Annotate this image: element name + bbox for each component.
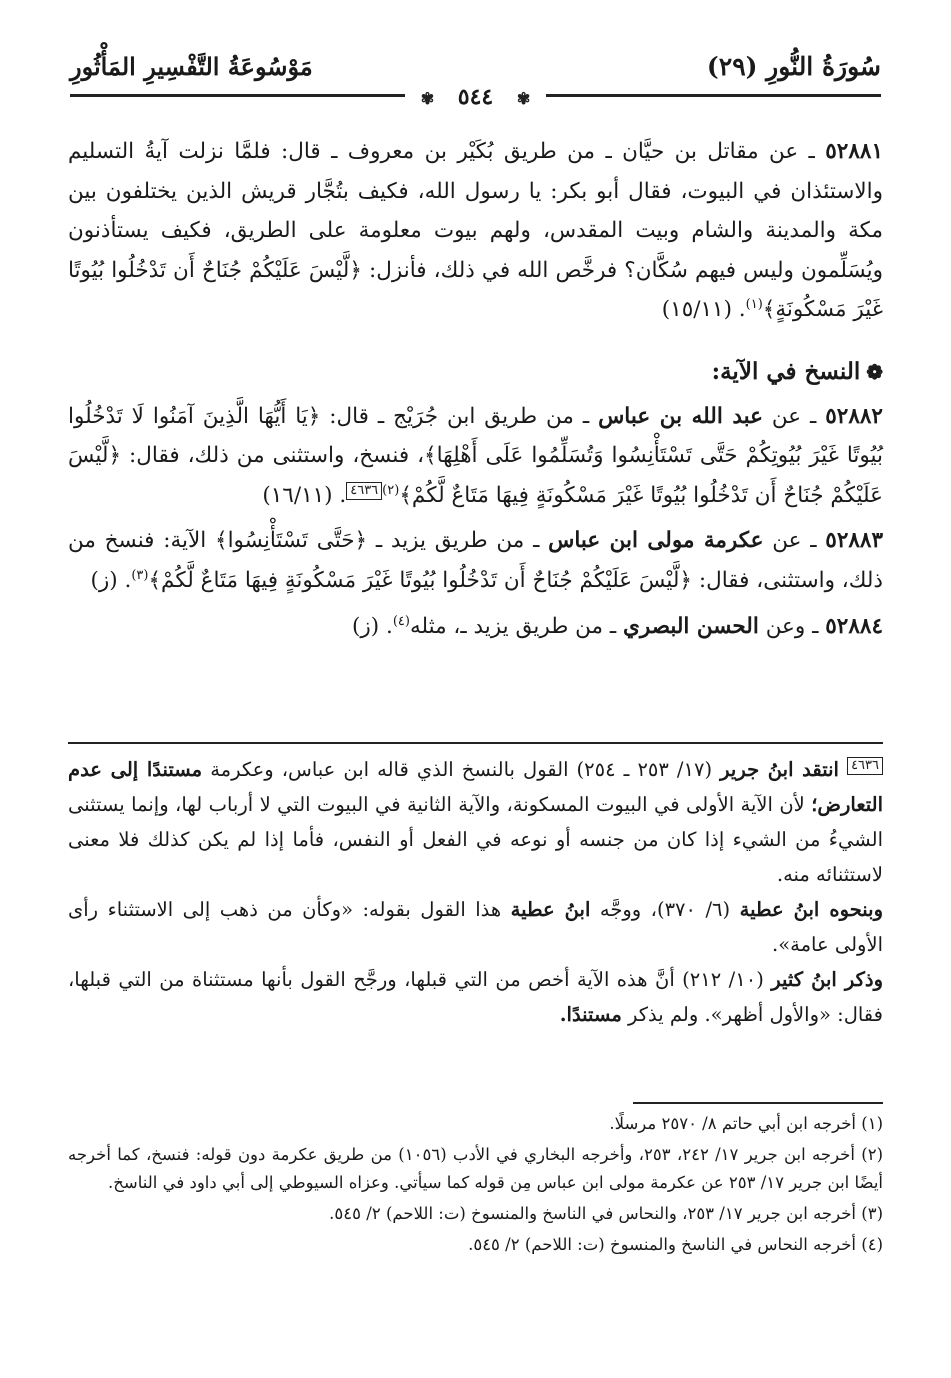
narration-number: ٥٢٨٨٢ <box>825 403 883 429</box>
commentary-text: هذا القول بقوله: «وكأن من ذهب إلى الاستثناء رأى الأولى عامة». <box>68 898 883 956</box>
page-number-text: ٥٤٤ <box>450 84 501 110</box>
section-title: النسخ في الآية: <box>711 357 861 385</box>
footnotes <box>68 1110 883 1259</box>
ornament-icon: ✾ <box>413 89 442 108</box>
volume-ref: . (١٥/١١) <box>661 297 746 323</box>
footnote-ref[interactable]: (٤) <box>392 613 410 629</box>
quran-verse: ﴿حَتَّى تَسْتَأْنِسُوا﴾ <box>214 528 368 554</box>
commentary-block <box>68 752 883 1032</box>
commentary-divider <box>68 742 883 744</box>
narration-text: الآية: فنسخ من ذلك، واستثنى، فقال: <box>68 528 883 593</box>
commentary-text: (١٧/ ٢٥٣ ـ ٢٥٤) القول بالنسخ الذي قاله ابن عباس، وعكرمة <box>210 758 713 781</box>
volume-ref: . (ز) <box>90 567 132 593</box>
narration-text: ـ من طريق يزيد ـ <box>375 528 540 554</box>
narration-number: ٥٢٨٨٣ <box>825 528 884 554</box>
volume-ref: . (١٦/١١) <box>262 482 347 508</box>
footnote-ref[interactable]: (٣) <box>131 567 149 583</box>
page-number-wrap <box>0 84 951 110</box>
commentary-paragraph <box>68 892 883 962</box>
scholar-name: وبنحوه ابنُ عطية <box>739 898 884 921</box>
section-heading <box>68 352 883 393</box>
footnote-ref[interactable]: (٢) <box>382 482 400 498</box>
narration-text: ـ وعن <box>765 613 819 639</box>
footnote-rule <box>633 1102 883 1104</box>
narration-text: ـ من طريق يزيد ـ، مثله <box>409 613 617 639</box>
commentary-emphasis: مستندًا. <box>559 1003 622 1026</box>
narrator-name: عكرمة مولى ابن عباس <box>548 528 764 554</box>
footnote: (٣) أخرجه ابن جرير ١٧/ ٢٥٣، والنحاس في الناسخ والمنسوخ (ت: اللاحم) ٢/ ٥٤٥. <box>329 1204 883 1223</box>
commentary-ref-box[interactable]: ٤٦٣٦ <box>346 482 382 500</box>
commentary-paragraph <box>68 962 883 1032</box>
commentary-text: (١٠/ ٢١٢) أنَّ هذه الآية أخص من التي قبلها، ورجَّح القول بأنها مستثناة من التي قبلها، فقال: «والأول أظهر». ولم يذكر <box>68 968 883 1026</box>
quran-verse: ﴿لَّيْسَ عَلَيْكُمْ جُنَاحٌ أَن تَدْخُلُوا بُيُوتًا غَيْرَ مَسْكُونَةٍ﴾ <box>68 257 883 323</box>
commentary-paragraph <box>68 752 883 892</box>
scholar-name: وذكر ابنُ كثير <box>771 968 883 991</box>
page-number <box>405 84 547 110</box>
footnote: (٢) أخرجه ابن جرير ١٧/ ٢٤٢، ٢٥٣، وأخرجه البخاري في الأدب (١٠٥٦) من طريق عكرمة دون قوله: فنسخ، كما أخرجه أيضًا ابن جرير ١٧/ ٢٥٣ عن عكرمة مولى ابن عباس مِن قوله كما سيأتي. وعزاه السيوطي إلى أبي داود في الناسخ. <box>68 1145 884 1192</box>
narration-number: ٥٢٨٨٤ <box>825 613 883 639</box>
flower-icon: ❁ <box>866 359 883 384</box>
quran-verse: ﴿يَا أَيُّهَا الَّذِينَ آمَنُوا لَا تَدْخُلُوا بُيُوتًا غَيْرَ بُيُوتِكُمْ حَتَّى تَسْتَأْنِسُوا وَتُسَلِّمُوا عَلَى أَهْلِهَا﴾ <box>68 403 883 469</box>
scholar-name: ابنُ عطية <box>510 898 591 921</box>
footnote: (٤) أخرجه النحاس في الناسخ والمنسوخ (ت: اللاحم) ٢/ ٥٤٥. <box>468 1235 883 1254</box>
quran-verse: ﴿لَّيْسَ عَلَيْكُمْ جُنَاحٌ أَن تَدْخُلُوا بُيُوتًا غَيْرَ مَسْكُونَةٍ فِيهَا مَتَاعٌ لَّكُمْ﴾ <box>68 443 883 508</box>
narrator-name: الحسن البصري <box>623 613 759 639</box>
commentary-text: لأن الآية الأولى في البيوت المسكونة، والآية الثانية في البيوت التي لا أرباب لها، وإنما يستثنى الشيءُ من الشيء إذا كان من جنسه أو نوعه في الفعل أو النفس، فأما إذا لم يكن كذلك فلا معنى لاستثنائه منه. <box>68 793 883 886</box>
narration-text: ـ عن <box>772 528 817 554</box>
footnote-ref[interactable]: (١) <box>745 297 763 313</box>
scholar-name: انتقد ابنُ جرير <box>720 758 839 781</box>
quran-verse: ﴿لَّيْسَ عَلَيْكُمْ جُنَاحٌ أَن تَدْخُلُوا بُيُوتًا غَيْرَ مَسْكُونَةٍ فِيهَا مَتَاعٌ لَّكُمْ﴾ <box>148 567 693 593</box>
narration <box>68 521 883 600</box>
commentary-ref-box: ٤٦٣٦ <box>847 757 883 775</box>
book-title-header: مَوْسُوعَةُ التَّفْسِيرِ المَأْثُورِ <box>70 52 313 81</box>
main-text <box>68 132 883 646</box>
commentary-text: (٦/ ٣٧٠)، ووجَّه <box>599 898 731 921</box>
volume-ref: . (ز) <box>351 613 393 639</box>
narration-text: ـ عن مقاتل بن حيَّان ـ من طريق بُكَيْر بن معروف ـ قال: فلمَّا نزلت آيةُ التسليم والاستئذان في البيوت، فقال أبو بكر: يا رسول الله، فكيف بتُجَّار قريش الذين يختلفون بين مكة والمدينة والشام وبيت المقدس، ولهم بيوت معلومة على الطريق، فكيف يستأذنون ويُسَلِّمون وليس فيهم سُكَّان؟ فرخَّص الله في ذلك، فأنزل: <box>68 139 883 283</box>
narration-text: ، فنسخ، واستثنى من ذلك، فقال: <box>129 443 425 469</box>
narration <box>68 397 883 516</box>
narrator-name: عبد الله بن عباس <box>598 403 763 429</box>
narration <box>68 607 883 647</box>
commentary-emphasis: مستندًا إلى عدم التعارض؛ <box>68 758 884 816</box>
surah-header: سُورَةُ النُّورِ (٢٩) <box>706 52 881 81</box>
footnote: (١) أخرجه ابن أبي حاتم ٨/ ٢٥٧٠ مرسلًا. <box>609 1114 883 1133</box>
narration-text: ـ عن <box>771 403 817 429</box>
narration-text: ـ من طريق ابن جُرَيْج ـ قال: <box>329 403 590 429</box>
ornament-icon: ✾ <box>509 89 538 108</box>
narration-number: ٥٢٨٨١ <box>825 139 883 164</box>
narration <box>68 132 883 330</box>
